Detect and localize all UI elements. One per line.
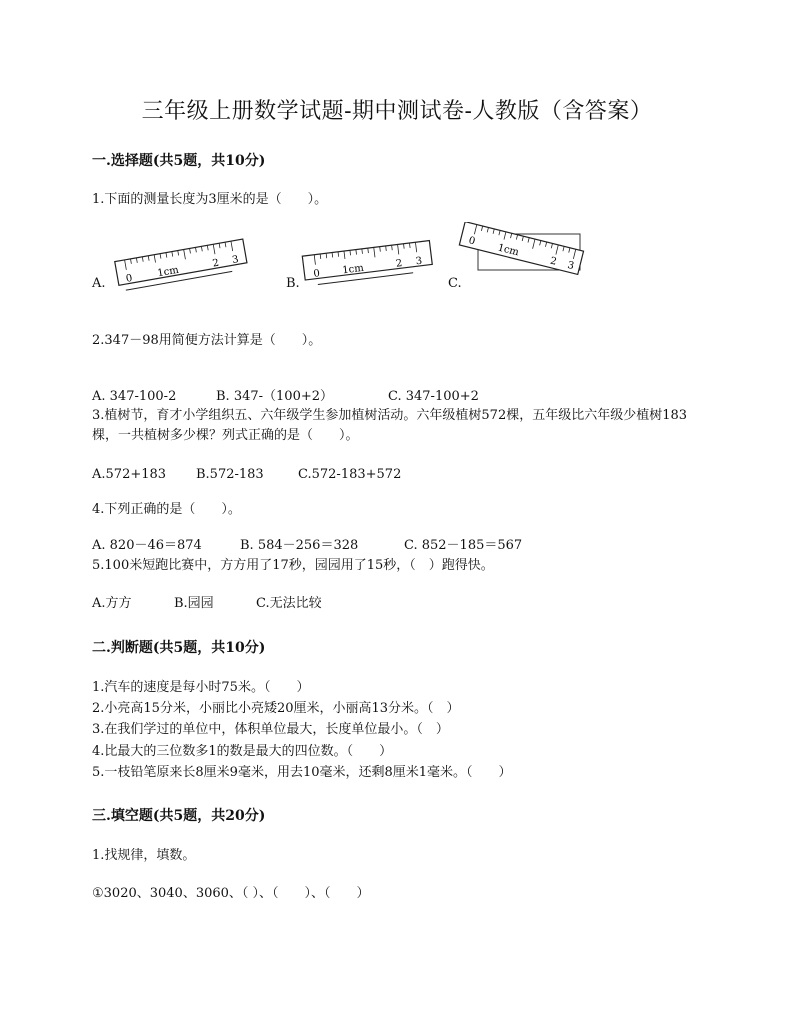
svg-text:2: 2	[395, 258, 403, 270]
option-c: C.572-183+572	[298, 467, 402, 482]
question-5-options	[92, 594, 322, 614]
ruler-a-image	[112, 232, 252, 294]
svg-text:0: 0	[125, 272, 134, 285]
question-3-options	[92, 465, 401, 485]
ruler-c-image	[456, 222, 586, 296]
option-b: B. 584－256＝328	[240, 538, 359, 553]
fill-question-1: 1.找规律，填数。	[92, 848, 196, 863]
option-c: C. 852－185＝567	[404, 538, 523, 553]
question-4: 4.下列正确的是（ ）。	[92, 502, 241, 517]
judgement-item: 5.一枝铅笔原来长8厘米9毫米，用去10毫米，还剩8厘米1毫米。（ ）	[92, 765, 512, 780]
option-b: B.园园	[174, 596, 214, 611]
option-a: A. 820－46＝874	[92, 538, 202, 553]
judgement-item: 2.小亮高15分米，小丽比小亮矮20厘米，小丽高13分米。（ ）	[92, 701, 460, 716]
judgement-item: 3.在我们学过的单位中，体积单位最大，长度单位最小。（ ）	[92, 722, 449, 737]
svg-text:3: 3	[415, 255, 423, 268]
option-a-label: A.	[92, 276, 106, 291]
svg-text:2: 2	[548, 255, 558, 268]
svg-text:2: 2	[211, 257, 220, 270]
svg-text:1cm: 1cm	[156, 264, 180, 280]
section-heading-fill-in: 三.填空题(共5题，共20分)	[92, 808, 266, 824]
option-b: B. 347-（100+2）	[216, 389, 334, 404]
question-3: 3.植树节，育才小学组织五、六年级学生参加植树活动。六年级植树572棵，五年级比六年级少植树183棵，一共植树多少棵？列式正确的是（ ）。	[92, 408, 688, 443]
svg-text:1cm: 1cm	[341, 262, 365, 277]
ruler-b-image	[300, 238, 440, 294]
judgement-item: 1.汽车的速度是每小时75米。（ ）	[92, 680, 310, 695]
question-1: 1.下面的测量长度为3厘米的是（ ）。	[92, 192, 328, 207]
page-title: 三年级上册数学试题-期中测试卷-人教版（含答案）	[141, 99, 653, 124]
option-c-label: C.	[448, 276, 462, 291]
judgement-item: 4.比最大的三位数多1的数是最大的四位数。（ ）	[92, 744, 393, 759]
option-a: A.572+183	[92, 467, 167, 482]
section-heading-choice: 一.选择题(共5题，共10分)	[92, 153, 266, 169]
question-5: 5.100米短跑比赛中，方方用了17秒，园园用了15秒，（ ）跑得快。	[92, 558, 494, 573]
svg-text:3: 3	[566, 259, 576, 273]
svg-text:0: 0	[467, 235, 477, 248]
option-a: A.方方	[92, 596, 132, 611]
section-heading-judgement: 二.判断题(共5题，共10分)	[92, 640, 266, 656]
option-c: C. 347-100+2	[388, 389, 479, 404]
option-c: C.无法比较	[256, 596, 322, 611]
option-b: B.572-183	[196, 467, 264, 482]
svg-text:3: 3	[231, 254, 240, 267]
question-2: 2.347－98用简便方法计算是（ ）。	[92, 333, 322, 348]
svg-text:1cm: 1cm	[496, 242, 520, 259]
fill-question-1-sequence: ①3020、3040、3060、（ ）、（ ）、（ ）	[92, 886, 370, 901]
svg-text:0: 0	[312, 268, 321, 280]
option-b-label: B.	[286, 276, 300, 291]
option-a: A. 347-100-2	[92, 389, 177, 404]
question-4-options	[92, 536, 522, 556]
question-2-options	[92, 387, 479, 407]
